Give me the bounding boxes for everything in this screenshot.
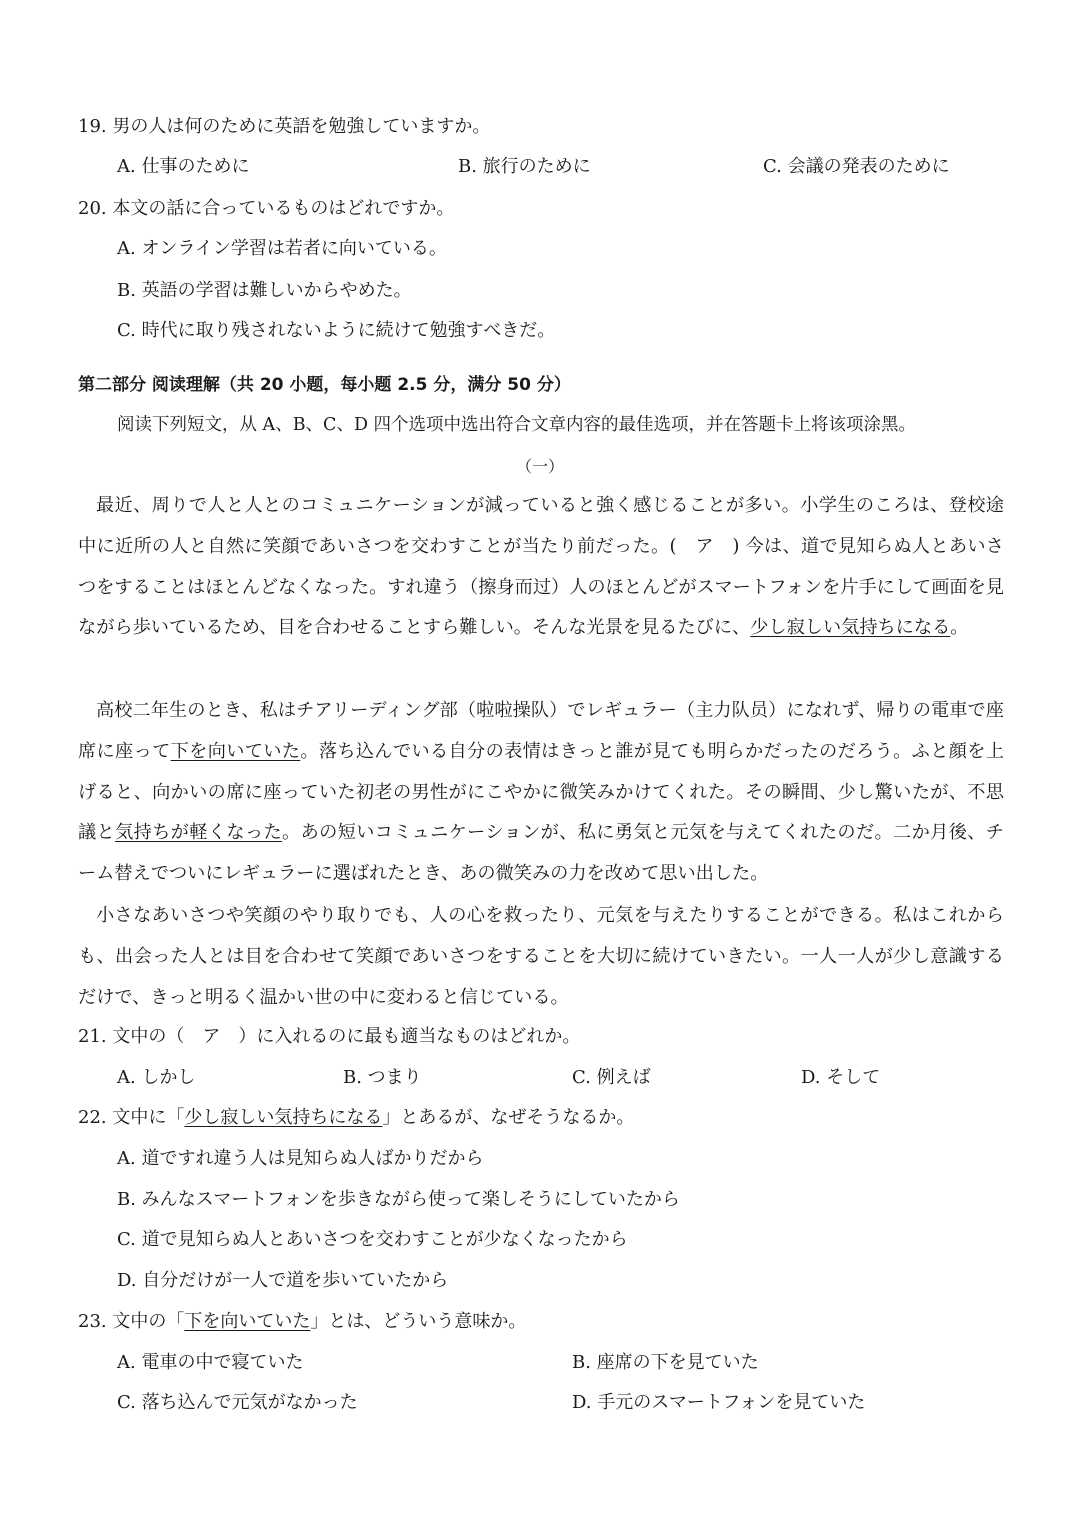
question-22-stem: 22. 文中に「少し寂しい気持ちになる」とあるが、なぜそうなるか。 [78, 1107, 635, 1128]
q23-option-d: D. 手元のスマートフォンを見ていた [572, 1392, 866, 1413]
q20-option-a: A. オンライン学習は若者に向いている。 [117, 238, 447, 259]
q21-option-c: C. 例えば [572, 1067, 651, 1088]
q19-option-b: B. 旅行のために [458, 156, 591, 177]
q23-option-b: B. 座席の下を見ていた [572, 1352, 759, 1373]
underlined-phrase-looking-down: 下を向いていた [170, 740, 301, 762]
q21-option-d: D. そして [801, 1067, 881, 1088]
q22-option-b: B. みんなスマートフォンを歩きながら使って楽しそうにしていたから [117, 1189, 680, 1210]
q23-option-c: C. 落ち込んで元気がなかった [117, 1392, 358, 1413]
q21-option-b: B. つまり [343, 1067, 422, 1088]
underlined-phrase-lonely: 少し寂しい気持ちになる [750, 617, 951, 639]
q20-option-b: B. 英語の学習は難しいからやめた。 [117, 280, 412, 301]
section-heading: 第二部分 阅读理解（共 20 小题，每小题 2.5 分，满分 50 分） [78, 375, 571, 395]
underlined-phrase-feeling-lighter: 気持ちが軽くなった [115, 822, 283, 844]
passage-paragraph-3: 小さなあいさつや笑顔のやり取りでも、人の心を救ったり、元気を与えたりすることができる。私はこれからも、出会った人とは目を合わせて笑顔であいさつをすることを大切に続けていきたい。一人一人が少し意識するだけで、きっと明るく温かい世の中に変わると信じている。 [78, 905, 1004, 1008]
q21-option-a: A. しかし [117, 1067, 196, 1088]
q20-option-c: C. 時代に取り残されないように続けて勉強すべきだ。 [117, 320, 556, 341]
q22-option-a: A. 道ですれ違う人は見知らぬ人ばかりだから [117, 1148, 484, 1169]
q19-option-c: C. 会議の発表のために [763, 156, 950, 177]
q19-option-a: A. 仕事のために [117, 156, 250, 177]
question-20-stem: 20. 本文の話に合っているものはどれですか。 [78, 198, 455, 219]
q22-option-d: D. 自分だけが一人で道を歩いていたから [117, 1270, 449, 1291]
section-instruction: 阅读下列短文，从 A、B、C、D 四个选项中选出符合文章内容的最佳选项，并在答题卡上将该项涂黑。 [117, 415, 917, 435]
q22-option-c: C. 道で見知らぬ人とあいさつを交わすことが少なくなったから [117, 1229, 628, 1250]
passage-paragraph-1: 最近、周りで人と人とのコミュニケーションが減っていると強く感じることが多い。小学生のころは、登校途中に近所の人と自然に笑顔であいさつを交わすことが当たり前だった。( ア ) 今は、道で見知らぬ人とあいさつをすることはほとんどなくなった。すれ違う（擦身而过）人のほとんどがスマートフォンを片手にして画面を見ながら歩いているため、目を合わせることすら難しい。そんな光景を見るたびに、少し寂しい気持ちになる。 [78, 495, 1004, 639]
question-19-stem: 19. 男の人は何のために英語を勉強していますか。 [78, 116, 491, 137]
question-21-stem: 21. 文中の（ ア ）に入れるのに最も適当なものはどれか。 [78, 1026, 581, 1047]
passage-number: （一） [515, 457, 564, 476]
question-23-stem: 23. 文中の「下を向いていた」とは、どういう意味か。 [78, 1311, 527, 1332]
passage-paragraph-2: 高校二年生のとき、私はチアリーディング部（啦啦操队）でレギュラー（主力队员）になれず、帰りの電車で座席に座って下を向いていた。落ち込んでいる自分の表情はきっと誰が見ても明らかだったのだろう。ふと顔を上げると、向かいの席に座っていた初老の男性がにこやかに微笑みかけてくれた。その瞬間、少し驚いたが、不思議と気持ちが軽くなった。あの短いコミュニケーションが、私に勇気と元気を与えてくれたのだ。二か月後、チーム替えでついにレギュラーに選ばれたとき、あの微笑みの力を改めて思い出した。 [78, 700, 1004, 885]
q23-option-a: A. 電車の中で寝ていた [117, 1352, 304, 1373]
